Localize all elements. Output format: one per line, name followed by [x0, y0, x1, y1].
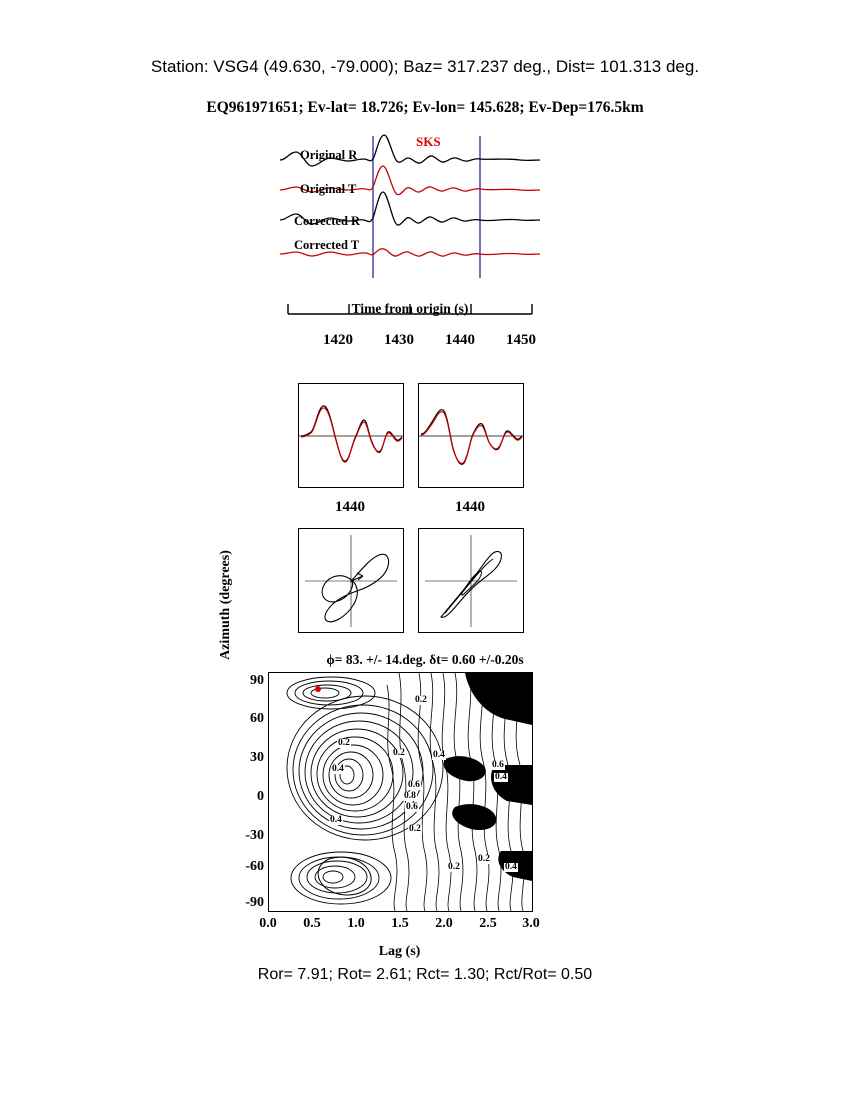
- contour-title: ϕ= 83. +/- 14.deg. δt= 0.60 +/-0.20s: [326, 652, 524, 667]
- contour-label-5: 0.6: [492, 760, 504, 770]
- contour-label-9: 0.6: [406, 802, 418, 812]
- contour-svg: [269, 673, 532, 911]
- contour-xtick-0: 0.0: [259, 916, 277, 931]
- particle-motion-svg-after: [419, 529, 523, 632]
- waveform-label-corrected-r: Corrected R: [294, 214, 361, 228]
- contour-label-7: 0.6: [408, 780, 420, 790]
- corrected-box-caption-right: 1440: [455, 499, 485, 515]
- contour-ytick-m90: -90: [245, 895, 264, 910]
- contour-xlabel: Lag (s): [378, 944, 421, 959]
- time-axis: [280, 298, 540, 358]
- contour-label-12: 0.2: [478, 854, 490, 864]
- time-axis-svg: [280, 298, 540, 328]
- contour-xtick-6: 3.0: [522, 916, 540, 931]
- contour-label-0: 0.2: [415, 695, 427, 705]
- contour-ytick-30: 30: [250, 750, 264, 765]
- sks-phase-label: SKS: [416, 134, 441, 149]
- contour-ytick-0: 0: [257, 789, 264, 804]
- station-info-line: Station: VSG4 (49.630, -79.000); Baz= 317.237 deg., Dist= 101.313 deg.: [150, 57, 700, 76]
- corrected-window-svg-right: [419, 384, 523, 487]
- contour-xtick-3: 1.5: [391, 916, 409, 931]
- corrected-window-box-right: [418, 383, 524, 488]
- particle-motion-box-after: [418, 528, 524, 633]
- contour-xtick-2: 1.0: [347, 916, 365, 931]
- contour-ylabel: Azimuth (degrees): [218, 550, 233, 660]
- time-tick-1450: 1450: [506, 332, 536, 348]
- contour-label-2: 0.2: [393, 748, 405, 758]
- time-tick-1420: 1420: [323, 332, 353, 348]
- event-info-line: EQ961971651; Ev-lat= 18.726; Ev-lon= 145.628; Ev-Dep=176.5km: [206, 99, 644, 116]
- corrected-box-caption-left: 1440: [335, 499, 365, 515]
- contour-ytick-m60: -60: [245, 859, 264, 874]
- contour-label-1: 0.2: [338, 738, 350, 748]
- particle-motion-box-before: [298, 528, 404, 633]
- contour-plot: [268, 672, 533, 912]
- contour-label-8: 0.8: [404, 791, 416, 801]
- contour-label-4: 0.4: [332, 764, 344, 774]
- contour-xtick-1: 0.5: [303, 916, 321, 931]
- contour-label-13: 0.2: [448, 862, 460, 872]
- contour-label-11: 0.2: [409, 824, 421, 834]
- contour-minimum-marker: [315, 686, 321, 692]
- particle-motion-svg-before: [299, 529, 403, 632]
- contour-label-10: 0.4: [330, 815, 342, 825]
- time-tick-1430: 1430: [384, 332, 414, 348]
- footer-stats-line: Ror= 7.91; Rot= 2.61; Rct= 1.30; Rct/Rot= 0.50: [257, 966, 593, 983]
- waveform-label-original-t: Original T: [300, 182, 357, 196]
- contour-ytick-60: 60: [250, 711, 264, 726]
- contour-xtick-5: 2.5: [479, 916, 497, 931]
- contour-label-6: 0.4: [495, 772, 507, 782]
- time-tick-1440: 1440: [445, 332, 475, 348]
- waveform-label-corrected-t: Corrected T: [294, 238, 360, 252]
- corrected-window-box-left: [298, 383, 404, 488]
- contour-xtick-4: 2.0: [435, 916, 453, 931]
- contour-ytick-m30: -30: [245, 828, 264, 843]
- waveform-label-original-r: Original R: [300, 148, 358, 162]
- time-axis-title: Time from origin (s): [351, 301, 469, 316]
- contour-ytick-90: 90: [250, 673, 264, 688]
- contour-label-14: 0.4: [505, 862, 517, 872]
- corrected-window-svg-left: [299, 384, 403, 487]
- contour-label-3: 0.4: [433, 750, 445, 760]
